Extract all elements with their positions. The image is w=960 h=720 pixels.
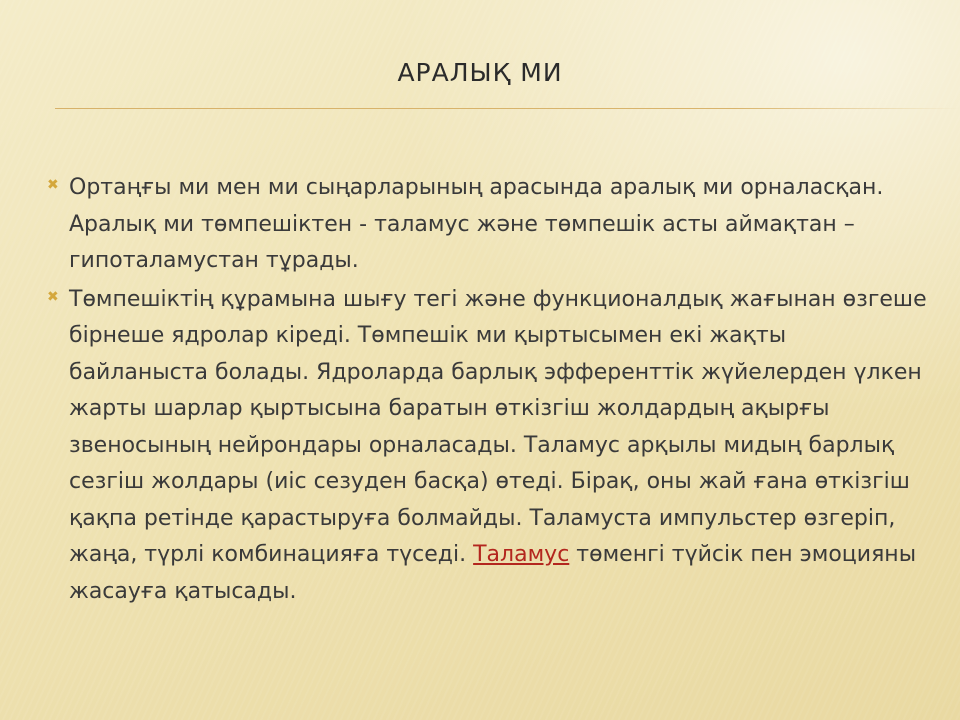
bullet-text-continued: төменгі түйсік пен эмоцияны жасауға қатысады. [69, 542, 917, 604]
slide-title: АРАЛЫҚ МИ [397, 58, 563, 87]
slide-body [47, 170, 927, 612]
bullet-item [47, 170, 927, 280]
x-bullet-icon: ✖ [47, 177, 59, 193]
bullet-text: Төмпешіктің құрамына шығу тегі және функционалдық жағынан өзгеше бірнеше ядролар кіреді. Төмпешік ми қыртысымен екі жақты байланыста болады. Ядроларда барлық эфференттік жүйелерден үлкен жарты шарлар қыртысына баратын өткізгіш жолдардың ақырғы звеносының нейрондары орналасады. Таламус арқылы мидың барлық сезгіш жолдары (иіс сезуден басқа) өтеді. Бірақ, оны жай ғана өткізгіш қақпа ретінде қарастыруға болмайды. Таламуста импульстер өзгеріп, жаңа, түрлі комбинацияға түседі. [69, 286, 927, 567]
bullet-text: Ортаңғы ми мен ми сыңарларының арасында аралық ми орналасқан. Аралық ми төмпешіктен - таламус және төмпешік асты аймақтан – гипоталамустан тұрады. [69, 175, 884, 273]
talamus-link[interactable]: Таламус [473, 542, 570, 567]
x-bullet-icon: ✖ [47, 288, 59, 305]
title-divider [55, 108, 960, 109]
bullet-item [47, 282, 927, 611]
